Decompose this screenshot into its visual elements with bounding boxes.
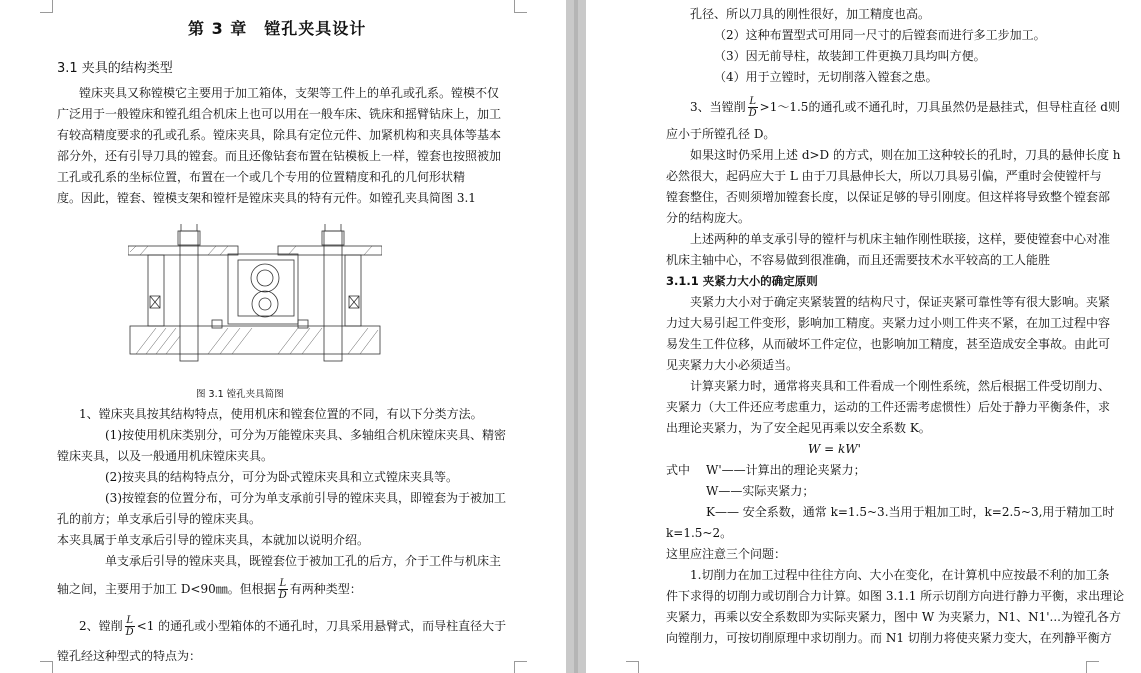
- fraction-numerator: L: [749, 96, 756, 107]
- paragraph-line: 出理论夹紧力，为了安全起见再乘以安全系数 K。: [666, 421, 931, 435]
- paragraph-line: 向镗削力，可按切削原理中求切削力。而 N1 切削力将使夹紧力变大，在列静平衡方: [666, 631, 1112, 645]
- paragraph-line: 夹紧力，再乘以安全系数即为实际夹紧力，图中 W 为夹紧力，N1、N1'...为镗孔各方: [666, 610, 1121, 624]
- boring-fixture-drawing: [128, 216, 382, 376]
- text-span: 有两种类型：: [289, 582, 362, 596]
- text-span: <1 的通孔或小型箱体的不通孔时，刀具采用悬臂式，而导柱直径大于: [136, 619, 507, 633]
- text-span: 轴之间，主要用于加工 D<90㎜。但根据: [57, 582, 276, 596]
- text-span: 2、镗削: [79, 619, 123, 633]
- paragraph-line: 镗床夹具又称镗模它主要用于加工箱体，支架等工件上的单孔或孔系。镗模不仅: [79, 86, 500, 100]
- paragraph-line: 分的结构庞大。: [666, 211, 751, 225]
- paragraph-line: 上述两种的单支承引导的镗杆与机床主轴作刚性联接，这样，要使镗套中心对准: [690, 232, 1111, 246]
- paragraph-line: 镗孔经这种型式的特点为：: [57, 649, 202, 663]
- chapter-title: 第 3 章 镗孔夹具设计: [188, 19, 367, 38]
- text-span: 3、当镗削: [690, 100, 746, 114]
- paragraph-line: 有较高精度要求的孔或孔系。镗床夹具，除具有定位元件、加紧机构和夹具体等基本: [57, 128, 502, 142]
- text-span: >1～1.5的通孔或不通孔时，刀具虽然仍是悬挂式，但导柱直径 d则: [759, 100, 1120, 114]
- paragraph-line: k=1.5~2。: [666, 526, 733, 540]
- page-corner-mark: [1086, 661, 1099, 673]
- paragraph-line: 孔径、所以刀具的刚性很好，加工精度也高。: [690, 7, 931, 21]
- fraction-denominator: D: [125, 627, 134, 638]
- fraction-denominator: D: [748, 108, 757, 119]
- left-page: [0, 0, 566, 673]
- list-item: [79, 615, 506, 638]
- paragraph-line: 本夹具属于单支承后引导的镗床夹具，本就加以说明介绍。: [57, 533, 370, 547]
- list-item: （4）用于立镗时，无切削落入镗套之患。: [714, 70, 938, 84]
- paragraph-line: [57, 578, 362, 601]
- fraction-denominator: D: [278, 590, 287, 601]
- section-title: 3.1 夹具的结构类型: [57, 61, 173, 76]
- list-item: (3)按镗套的位置分布，可分为单支承前引导的镗床夹具，即镗套为于被加工: [105, 491, 507, 505]
- paragraph-line: 单支承后引导的镗床夹具，既镗套位于被加工孔的后方，介于工件与机床主: [105, 554, 502, 568]
- paragraph-line: 度。因此，镗套、镗模支架和镗杆是镗床夹具的特有元件。如镗孔夹具简图 3.1: [57, 191, 476, 205]
- page-corner-mark: [514, 661, 527, 673]
- list-item: （3）因无前导柱，故装卸工件更换刀具均叫方便。: [714, 49, 986, 63]
- figure-caption: 图 3.1 镗孔夹具简图: [196, 389, 284, 400]
- paragraph-line: 机床主轴中心，不容易做到很准确，而且还需要技术水平较高的工人能胜: [666, 253, 1051, 267]
- list-item: (2)按夹具的结构特点分，可分为卧式镗床夹具和立式镗床夹具等。: [105, 470, 459, 484]
- page-corner-mark: [626, 661, 639, 673]
- subsection-title: 3.1.1 夹紧力大小的确定原则: [666, 274, 818, 288]
- page-corner-mark: [514, 0, 527, 13]
- paragraph-line: 镗套整住，否则须增加镗套长度，以保证足够的导引刚度。但这样将导致整个镗套部: [666, 190, 1111, 204]
- scroll-divider: [574, 0, 578, 673]
- right-page: [586, 0, 1141, 673]
- fraction-numerator: L: [126, 615, 133, 626]
- paragraph-line: 1.切削力在加工过程中往往方向、大小在变化，在计算机中应按最不利的加工条: [690, 568, 1110, 582]
- paragraph-line: K—— 安全系数，通常 k=1.5~3.当用于粗加工时，k=2.5~3,用于精加工时: [706, 505, 1115, 519]
- fraction-l-over-d: [278, 578, 288, 601]
- paragraph-line: 如果这时仍采用上述 d>D 的方式，则在加工这种较长的孔时，刀具的悬伸长度 h: [690, 148, 1121, 162]
- paragraph-line: 式中: [666, 463, 691, 477]
- paragraph-line: 易发生工件位移，从而破坏工件定位，也影响加工精度，甚至造成安全事故。由此可: [666, 337, 1111, 351]
- list-item: 镗床夹具，以及一般通用机床镗床夹具。: [57, 449, 274, 463]
- formula: W = kW': [808, 442, 861, 456]
- page-corner-mark: [40, 661, 53, 673]
- paragraph-line: 广泛用于一般镗床和镗孔组合机床上也可以用在一般车床、铣床和摇臂钻床上，加工: [57, 107, 502, 121]
- paragraph-line: 工孔或孔系的坐标位置，布置在一个或几个专用的位置精度和孔的几何形状精: [57, 170, 466, 184]
- paragraph-line: W'——计算出的理论夹紧力；: [706, 463, 866, 477]
- paragraph-line: 必然很大，起码应大于 L 由于刀具悬伸长大，所以刀具易引偏，严重时会使镗杆与: [666, 169, 1102, 183]
- paragraph-line: W——实际夹紧力；: [706, 484, 815, 498]
- list-item: 1、镗床夹具按其结构特点，使用机床和镗套位置的不同，有以下分类方法。: [79, 407, 483, 421]
- paragraph-line: 计算夹紧力时，通常将夹具和工件看成一个刚性系统，然后根据工件受切削力、: [690, 379, 1111, 393]
- list-item: 孔的前方；单支承后引导的镗床夹具。: [57, 512, 262, 526]
- paragraph-line: 力过大易引起工件变形，影响加工精度。夹紧力过小则工件夹不紧，在加工过程中容: [666, 316, 1111, 330]
- paragraph-line: 夹紧力（大工件还应考虑重力，运动的工件还需考虑惯性）后处于静力平衡条件，求: [666, 400, 1111, 414]
- list-item: [690, 96, 1120, 119]
- paragraph-line: 见夹紧力大小必须适当。: [666, 358, 799, 372]
- paragraph-line: 应小于所镗孔径 D。: [666, 127, 776, 141]
- fraction-numerator: L: [279, 578, 287, 589]
- paragraph-line: 这里应注意三个问题：: [666, 547, 787, 561]
- paragraph-line: 夹紧力大小对于确定夹紧装置的结构尺寸，保证夹紧可靠性等有很大影响。夹紧: [690, 295, 1111, 309]
- fraction-l-over-d: [125, 615, 135, 638]
- fraction-l-over-d: [748, 96, 758, 119]
- paragraph-line: 部分外，还有引导刀具的镗套。而且还像钻套布置在钻模板上一样，镗套也按照被加: [57, 149, 502, 163]
- list-item: （2）这种布置型式可用同一尺寸的后镗套而进行多工步加工。: [714, 28, 1046, 42]
- page-gap: [566, 0, 586, 673]
- paragraph-line: 件下求得的切削力或切削合力计算。如图 3.1.1 所示切削方向进行静力平衡，求出理论: [666, 589, 1125, 603]
- list-item: (1)按使用机床类别分，可分为万能镗床夹具、多轴组合机床镗床夹具、精密: [105, 428, 507, 442]
- page-corner-mark: [40, 0, 53, 13]
